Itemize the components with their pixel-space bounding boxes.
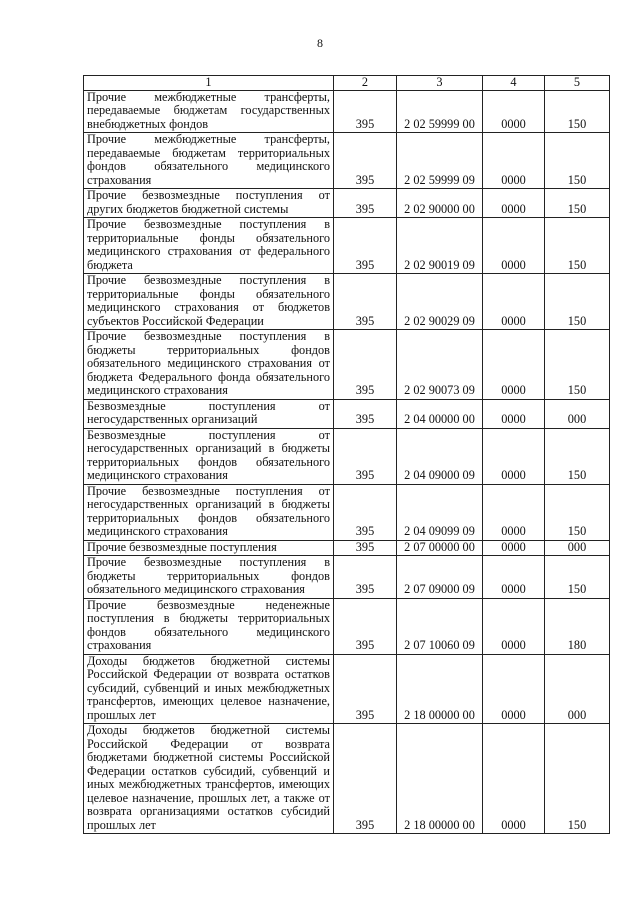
row-subtype-code: 0000 [483,218,545,274]
row-description: Прочие межбюджетные трансферты, передаваемые бюджетам территориальных фондов обязательного медицинского страхования [84,133,334,189]
row-description: Прочие безвозмездные поступления в бюджеты территориальных фондов обязательного медицинского страхования от бюджета Федерального фонда обязательного медицинского страхования [84,330,334,400]
table-row [84,133,610,189]
row-kind-code: 150 [545,428,610,484]
page-number: 8 [317,36,323,50]
column-header-4: 4 [483,76,545,91]
row-subtype-code: 0000 [483,330,545,400]
row-admin-code: 395 [334,189,397,218]
column-header-1: 1 [84,76,334,91]
row-admin-code: 395 [334,90,397,133]
row-revenue-code: 2 02 90029 09 [397,274,483,330]
column-header-5: 5 [545,76,610,91]
row-kind-code: 180 [545,598,610,654]
row-revenue-code: 2 02 59999 00 [397,90,483,133]
table-row [84,189,610,218]
row-admin-code: 395 [334,399,397,428]
row-kind-code: 000 [545,399,610,428]
row-kind-code: 150 [545,274,610,330]
table-row [84,654,610,724]
row-revenue-code: 2 18 00000 00 [397,654,483,724]
column-header-3: 3 [397,76,483,91]
row-description: Прочие безвозмездные поступления в бюджеты территориальных фондов обязательного медицинского страхования [84,556,334,599]
table-row [84,428,610,484]
row-description: Прочие безвозмездные неденежные поступления в бюджеты территориальных фондов обязательного медицинского страхования [84,598,334,654]
row-admin-code: 395 [334,330,397,400]
row-description: Прочие безвозмездные поступления в территориальные фонды обязательного медицинского страхования от федерального бюджета [84,218,334,274]
row-kind-code: 150 [545,556,610,599]
table-row [84,90,610,133]
row-subtype-code: 0000 [483,274,545,330]
row-kind-code: 150 [545,484,610,540]
table-row [84,556,610,599]
table-header-row [84,76,610,91]
table-row [84,724,610,834]
row-admin-code: 395 [334,598,397,654]
row-subtype-code: 0000 [483,724,545,834]
table-row [84,399,610,428]
row-description: Безвозмездные поступления от негосударственных организаций в бюджеты территориальных фондов обязательного медицинского страхования [84,428,334,484]
table-row [84,274,610,330]
table-row [84,540,610,556]
row-kind-code: 000 [545,654,610,724]
row-admin-code: 395 [334,484,397,540]
row-subtype-code: 0000 [483,428,545,484]
row-revenue-code: 2 02 59999 09 [397,133,483,189]
row-description: Прочие безвозмездные поступления [84,540,334,556]
row-admin-code: 395 [334,133,397,189]
row-description: Прочие безвозмездные поступления от негосударственных организаций в бюджеты территориальных фондов обязательного медицинского страхования [84,484,334,540]
row-revenue-code: 2 04 09000 09 [397,428,483,484]
row-description: Доходы бюджетов бюджетной системы Российской Федерации от возврата бюджетами бюджетной системы Российской Федерации остатков субсидий, субвенций и иных межбюджетных трансфертов, имеющих целевое назначение, прошлых лет, а также от возврата организациями остатков субсидий прошлых лет [84,724,334,834]
row-subtype-code: 0000 [483,399,545,428]
row-admin-code: 395 [334,540,397,556]
table-row [84,484,610,540]
row-revenue-code: 2 18 00000 00 [397,724,483,834]
row-admin-code: 395 [334,218,397,274]
row-admin-code: 395 [334,724,397,834]
row-admin-code: 395 [334,654,397,724]
row-subtype-code: 0000 [483,133,545,189]
row-kind-code: 150 [545,330,610,400]
row-subtype-code: 0000 [483,484,545,540]
row-subtype-code: 0000 [483,90,545,133]
row-kind-code: 150 [545,189,610,218]
row-subtype-code: 0000 [483,598,545,654]
table-row [84,330,610,400]
row-revenue-code: 2 07 10060 09 [397,598,483,654]
row-subtype-code: 0000 [483,654,545,724]
table-row [84,218,610,274]
row-description: Прочие безвозмездные поступления в территориальные фонды обязательного медицинского страхования от бюджетов субъектов Российской Федерации [84,274,334,330]
column-header-2: 2 [334,76,397,91]
row-kind-code: 150 [545,90,610,133]
row-kind-code: 150 [545,218,610,274]
table-row [84,598,610,654]
row-admin-code: 395 [334,556,397,599]
row-subtype-code: 0000 [483,556,545,599]
row-description: Прочие межбюджетные трансферты, передаваемые бюджетам государственных внебюджетных фондов [84,90,334,133]
row-description: Прочие безвозмездные поступления от других бюджетов бюджетной системы [84,189,334,218]
row-kind-code: 000 [545,540,610,556]
row-revenue-code: 2 02 90019 09 [397,218,483,274]
row-revenue-code: 2 04 09099 09 [397,484,483,540]
row-revenue-code: 2 02 90073 09 [397,330,483,400]
row-admin-code: 395 [334,274,397,330]
row-subtype-code: 0000 [483,540,545,556]
row-revenue-code: 2 02 90000 00 [397,189,483,218]
row-subtype-code: 0000 [483,189,545,218]
row-kind-code: 150 [545,724,610,834]
revenue-codes-table [83,75,610,834]
row-description: Доходы бюджетов бюджетной системы Российской Федерации от возврата остатков субсидий, субвенций и иных межбюджетных трансфертов, имеющих целевое назначение, прошлых лет [84,654,334,724]
row-description: Безвозмездные поступления от негосударственных организаций [84,399,334,428]
row-revenue-code: 2 04 00000 00 [397,399,483,428]
row-revenue-code: 2 07 00000 00 [397,540,483,556]
row-revenue-code: 2 07 09000 09 [397,556,483,599]
row-kind-code: 150 [545,133,610,189]
row-admin-code: 395 [334,428,397,484]
